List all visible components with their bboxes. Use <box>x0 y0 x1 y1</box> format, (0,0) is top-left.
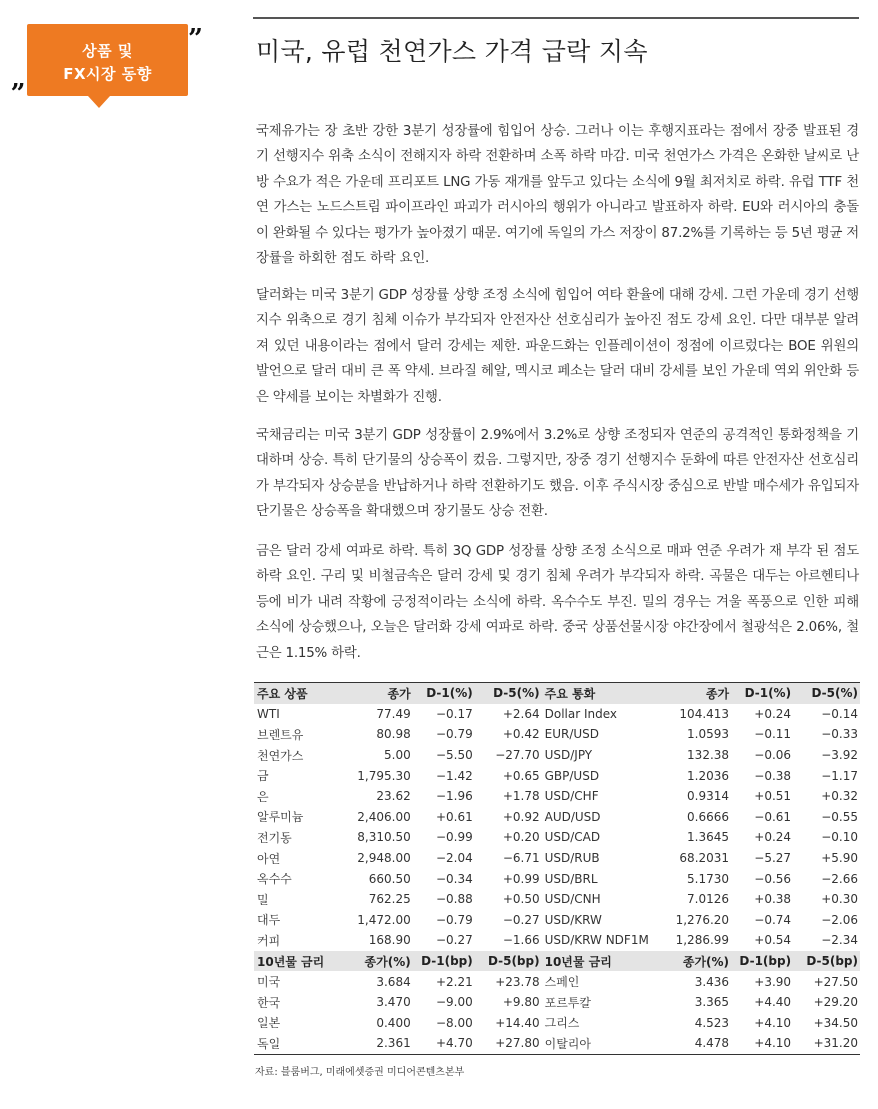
table-cell: 천연가스 <box>257 748 304 763</box>
table-cell: 80.98 <box>376 727 411 742</box>
table-cell: 이탈리아 <box>542 1033 665 1054</box>
table-cell: −9.00 <box>435 995 473 1010</box>
table-cell: +0.50 <box>502 892 540 907</box>
table-cell: 762.25 <box>368 892 411 907</box>
table-cell: 104.413 <box>679 706 730 721</box>
paragraph-fx: 달러화는 미국 3분기 GDP 성장률 상향 조정 소식에 힘입어 여타 환율에 대해 강세. 그런 가운데 경기 선행지수 위축으로 경기 침체 이슈가 부각되자 안전자산 선호심리가 높아진 점도 강세 요인. 다만 대부분 알려져 있던 내용이라는 점에서 달러 강세는 제한. 파운드화는 인플레이션이 정점에 이르렀다는 BOE 위원의 발언으로 달러 대비 큰 폭 약세. 브라질 헤알, 멕시코 페소는 달러 대비 강세를 보인 가운데 역외 위안화 등은 약세를 보이는 차별화가 진행. <box>256 288 859 405</box>
close-quote-icon: ” <box>188 24 203 54</box>
table-cell: 1,286.99 <box>675 933 730 948</box>
open-quote-icon: „ <box>11 64 26 94</box>
table-cell: USD/JPY <box>544 748 593 763</box>
table-cell: +0.99 <box>502 871 540 886</box>
table-cell: 2,406.00 <box>357 809 411 824</box>
column-header: 종가 <box>349 683 413 704</box>
table-cell: 132.38 <box>687 748 730 763</box>
table-header-row <box>254 683 860 704</box>
table-cell: +0.24 <box>754 706 792 721</box>
table-cell: +27.50 <box>813 974 858 989</box>
table-row <box>254 910 860 931</box>
table-cell: 5.00 <box>384 748 411 763</box>
table-row <box>254 930 860 951</box>
table-cell: −0.79 <box>435 727 473 742</box>
table-cell: 스페인 <box>544 975 580 990</box>
column-header: D-5(bp) <box>793 951 860 972</box>
table-cell: 일본 <box>257 1016 281 1031</box>
table-cell: −5.50 <box>435 748 473 763</box>
table-cell: −0.56 <box>754 871 792 886</box>
table-cell: AUD/USD <box>544 809 601 824</box>
paragraph-oil: 국제유가는 장 초반 강한 3분기 성장률에 힘입어 상승. 그러나 이는 후행지표라는 점에서 장중 발표된 경기 선행지수 위축 소식이 전해지자 하락 전환하며 소폭 하락 마감. 미국 천연가스 가격은 온화한 날씨로 난방 수요가 적은 가운데 프리포트 LNG 가동 재개를 앞두고 있다는 소식에 9월 최저치로 하락. 유럽 TTF 천연 가스는 노드스트림 파이프라인 파괴가 러시아의 행위가 아니라고 발표하자 하락. EU와 러시아의 충돌이 완화될 수 있다는 평가가 높아졌기 때문. 여기에 독일의 가스 저장이 87.2%를 기록하는 등 5년 평균 저장률을 하회한 점도 하락 요인. <box>256 124 859 267</box>
table-cell: 168.90 <box>368 933 411 948</box>
table-cell: EUR/USD <box>544 727 599 742</box>
column-header: D-5(%) <box>793 683 860 704</box>
table-cell: +0.30 <box>821 892 858 907</box>
table-header-row <box>254 951 860 972</box>
table-cell: 밀 <box>257 892 269 907</box>
table-row <box>254 992 860 1013</box>
table-cell: +0.32 <box>821 789 858 804</box>
table-cell: −0.14 <box>821 706 858 721</box>
table-cell: 3.684 <box>376 974 411 989</box>
paragraph-bonds: 국채금리는 미국 3분기 GDP 성장률이 2.9%에서 3.2%로 상향 조정되자 연준의 공격적인 통화정책을 기대하며 상승. 특히 단기물의 상승폭이 컸음. 그렇지만, 장중 경기 선행지수 둔화에 따른 안전자산 선호심리가 부각되자 상승분을 반납하거나 하락 전환하기도 했음. 이후 주식시장 중심으로 반발 매수세가 유입되자 단기물은 상승폭을 확대했으며 장기물도 상승 전환. <box>256 428 859 520</box>
table-cell: +1.78 <box>502 789 540 804</box>
table-cell: +0.61 <box>435 809 473 824</box>
table-cell: +0.20 <box>502 830 540 845</box>
table-cell: 한국 <box>257 995 281 1010</box>
column-header: D-5(%) <box>475 683 542 704</box>
column-header: 종가 <box>664 683 731 704</box>
table-cell: −1.66 <box>502 933 540 948</box>
table-cell: +3.90 <box>754 974 792 989</box>
table-row <box>254 786 860 807</box>
table-cell: 0.400 <box>376 1015 411 1030</box>
table-row <box>254 765 860 786</box>
table-cell: 5.1730 <box>687 871 730 886</box>
table-cell: 3.365 <box>694 995 730 1010</box>
table-cell: −2.66 <box>821 871 858 886</box>
table-cell: USD/RUB <box>544 851 600 866</box>
table-cell: 브렌트유 <box>257 727 304 742</box>
table-cell: +4.10 <box>754 1015 792 1030</box>
column-header: 주요 통화 <box>542 683 665 704</box>
table-cell: −8.00 <box>435 1015 473 1030</box>
column-header: 종가(%) <box>349 951 413 972</box>
table-cell: 3.436 <box>694 974 730 989</box>
column-header: 주요 상품 <box>254 683 349 704</box>
table-cell: −3.92 <box>821 748 858 763</box>
table-cell: Dollar Index <box>544 706 617 721</box>
table-cell: +4.70 <box>413 1033 475 1054</box>
table-cell: 0.9314 <box>687 789 730 804</box>
table-cell: 660.50 <box>368 871 411 886</box>
table-cell: USD/BRL <box>544 871 598 886</box>
source-note: 자료: 블룸버그, 미래에셋증권 미디어콘텐츠본부 <box>255 1067 465 1078</box>
table-cell: +0.24 <box>754 830 792 845</box>
column-header: 종가(%) <box>664 951 731 972</box>
table-cell: +0.42 <box>502 727 540 742</box>
table-row <box>254 971 860 992</box>
table-cell: 옥수수 <box>257 872 292 887</box>
column-header: D-1(%) <box>731 683 793 704</box>
table-cell: −0.17 <box>435 706 473 721</box>
table-cell: −2.04 <box>435 851 473 866</box>
table-cell: 은 <box>257 789 269 804</box>
table-cell: 4.478 <box>664 1033 731 1054</box>
table-cell: −0.34 <box>435 871 473 886</box>
table-cell: +9.80 <box>502 995 540 1010</box>
table-cell: −0.10 <box>821 830 858 845</box>
table-cell: −0.74 <box>754 912 792 927</box>
table-cell: +0.54 <box>754 933 792 948</box>
table-cell: 미국 <box>257 975 281 990</box>
table-cell: 3.470 <box>376 995 411 1010</box>
table-row <box>254 868 860 889</box>
table-cell: −0.33 <box>821 727 858 742</box>
table-cell: 전기동 <box>257 830 292 845</box>
table-cell: 1.3645 <box>687 830 730 845</box>
table-cell: −0.27 <box>435 933 473 948</box>
table-cell: −1.96 <box>435 789 473 804</box>
table-cell: 금 <box>257 769 269 784</box>
page-title: 미국, 유럽 천연가스 가격 급락 지속 <box>256 37 648 66</box>
table-cell: +14.40 <box>495 1015 540 1030</box>
table-cell: 23.62 <box>376 789 411 804</box>
table-cell: +23.78 <box>495 974 540 989</box>
column-header: D-1(bp) <box>413 951 475 972</box>
title-top-rule <box>253 17 859 19</box>
table-cell: −0.11 <box>754 727 792 742</box>
table-cell: +0.92 <box>502 809 540 824</box>
table-cell: +34.50 <box>813 1015 858 1030</box>
table-cell: 1,472.00 <box>357 912 411 927</box>
market-table <box>254 682 860 1055</box>
table-cell: −0.27 <box>502 912 540 927</box>
table-cell: +31.20 <box>793 1033 860 1054</box>
table-row <box>254 724 860 745</box>
table-cell: +0.38 <box>754 892 792 907</box>
section-badge <box>27 24 188 96</box>
table-cell: +2.21 <box>435 974 473 989</box>
table-cell: GBP/USD <box>544 768 600 783</box>
table-cell: −2.06 <box>821 912 858 927</box>
table-cell: −2.34 <box>821 933 858 948</box>
table-cell: +0.65 <box>502 768 540 783</box>
table-cell: USD/CHF <box>544 789 599 804</box>
table-cell: 8,310.50 <box>357 830 411 845</box>
paragraph-metals: 금은 달러 강세 여파로 하락. 특히 3Q GDP 성장률 상향 조정 소식으로 매파 연준 우려가 재 부각 된 점도 하락 요인. 구리 및 비철금속은 달러 강세 및 경기 침체 우려가 부각되자 하락. 곡물은 대두는 아르헨티나 등에 비가 내려 작황에 긍정적이라는 소식에 하락. 옥수수도 부진. 밀의 경우는 겨울 폭풍으로 인한 피해 소식에 상승했으나, 오늘은 달러화 강세 여파로 하락. 중국 상품선물시장 야간장에서 철광석은 2.06%, 철근은 1.15% 하락. <box>256 544 859 661</box>
table-cell: −5.27 <box>754 851 792 866</box>
table-cell: USD/CNH <box>544 892 601 907</box>
table-cell: 68.2031 <box>679 851 730 866</box>
table-cell: −6.71 <box>502 851 540 866</box>
badge-pointer-icon <box>88 96 110 108</box>
table-cell: 포르투칼 <box>544 995 591 1010</box>
table-cell: −1.17 <box>821 768 858 783</box>
column-header: D-1(bp) <box>731 951 793 972</box>
table-row <box>254 704 860 725</box>
table-cell: +5.90 <box>821 851 858 866</box>
table-cell: USD/CAD <box>544 830 601 845</box>
table-cell: 대두 <box>257 913 281 928</box>
table-cell: −0.99 <box>435 830 473 845</box>
table-cell: 커피 <box>257 933 281 948</box>
table-cell: USD/KRW <box>544 912 602 927</box>
table-cell: +29.20 <box>813 995 858 1010</box>
table-cell: +0.51 <box>754 789 792 804</box>
table-cell: 1.0593 <box>687 727 730 742</box>
table-cell: WTI <box>257 706 280 721</box>
table-cell: −0.38 <box>754 768 792 783</box>
table-cell: 1.2036 <box>687 768 730 783</box>
table-cell: 7.0126 <box>687 892 730 907</box>
table-cell: 2.361 <box>349 1033 413 1054</box>
table-cell: −0.06 <box>754 748 792 763</box>
column-header: 10년물 금리 <box>542 951 665 972</box>
table-cell: 2,948.00 <box>357 851 411 866</box>
table-cell: +4.10 <box>731 1033 793 1054</box>
table-cell: 77.49 <box>376 706 411 721</box>
badge-line-2: FX시장 동향 <box>63 65 152 83</box>
table-cell: 1,795.30 <box>357 768 411 783</box>
table-cell: −0.88 <box>435 892 473 907</box>
table-cell: 4.523 <box>694 1015 730 1030</box>
table-cell: −1.42 <box>435 768 473 783</box>
table-row <box>254 827 860 848</box>
table-cell: +2.64 <box>502 706 540 721</box>
table-row <box>254 1013 860 1034</box>
badge-line-1: 상품 및 <box>82 42 133 60</box>
column-header: D-1(%) <box>413 683 475 704</box>
table-cell: −0.79 <box>435 912 473 927</box>
column-header: D-5(bp) <box>475 951 542 972</box>
table-cell: −0.55 <box>821 809 858 824</box>
table-cell: 알루미늄 <box>257 810 304 825</box>
table-cell: −27.70 <box>495 748 540 763</box>
table-cell: 독일 <box>254 1033 349 1054</box>
table-cell: 0.6666 <box>687 809 730 824</box>
table-cell: −0.61 <box>754 809 792 824</box>
table-cell: +4.40 <box>754 995 792 1010</box>
table-row <box>254 848 860 869</box>
table-cell: 그리스 <box>544 1016 580 1031</box>
table-row <box>254 1033 860 1054</box>
table-cell: 1,276.20 <box>675 912 730 927</box>
table-row <box>254 745 860 766</box>
table-cell: +27.80 <box>475 1033 542 1054</box>
table-row <box>254 889 860 910</box>
column-header: 10년물 금리 <box>254 951 349 972</box>
table-row <box>254 807 860 828</box>
table-cell: USD/KRW NDF1M <box>544 933 649 948</box>
table-cell: 아연 <box>257 851 281 866</box>
